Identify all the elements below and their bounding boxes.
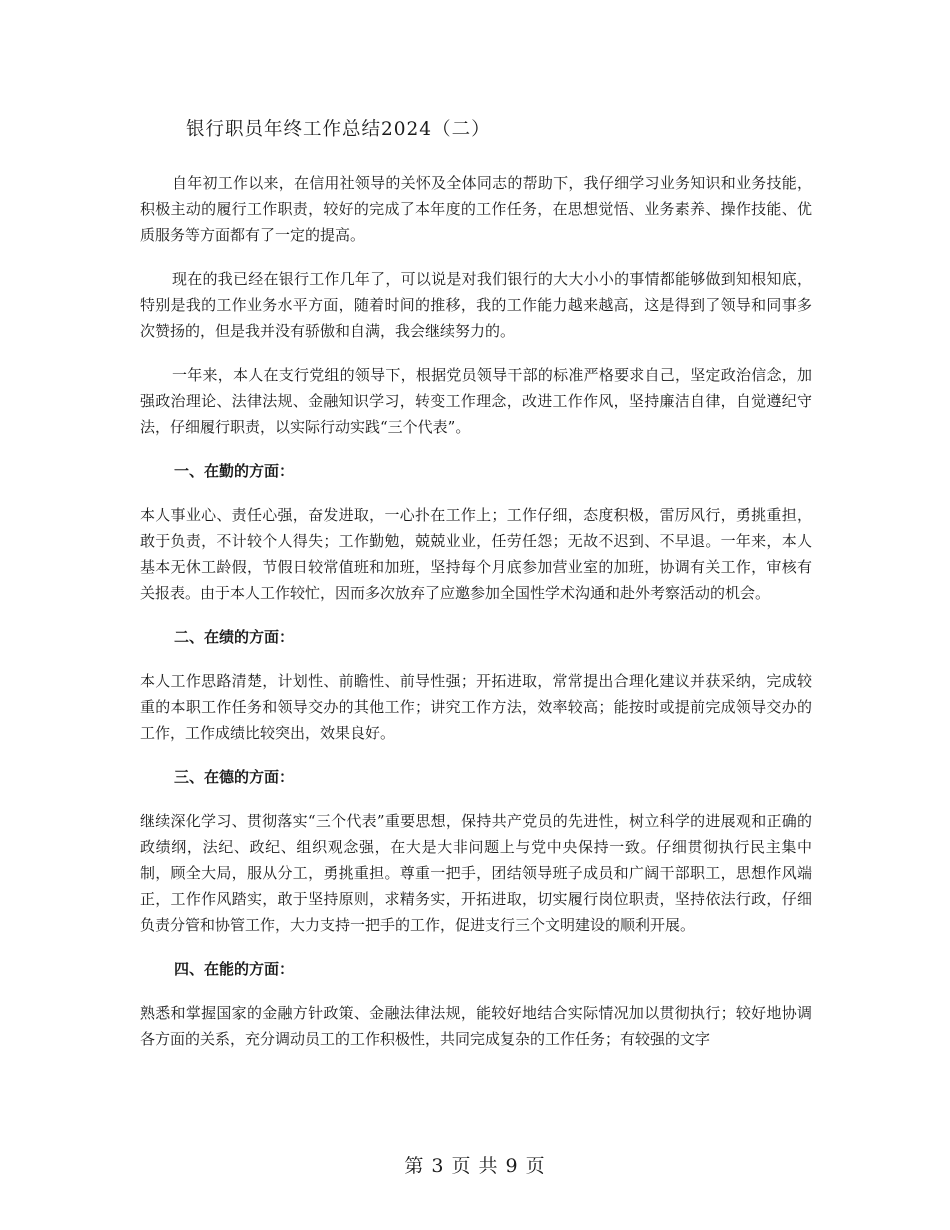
section-body-performance: 本人工作思路清楚，计划性、前瞻性、前导性强；开拓进取，常常提出合理化建议并获采纳，完成较重的本职工作任务和领导交办的其他工作；讲究工作方法，效率较高；能按时或提前完成领导交办的工作，工作成绩比较突出，效果良好。	[140, 672, 812, 742]
section-body-ability: 熟悉和掌握国家的金融方针政策、金融法律法规，能较好地结合实际情况加以贯彻执行；较好地协调各方面的关系，充分调动员工的工作积极性，共同完成复杂的工作任务；有较强的文字	[140, 1004, 812, 1048]
intro-paragraph-2: 现在的我已经在银行工作几年了，可以说是对我们银行的大大小小的事情都能够做到知根知底，特别是我的工作业务水平方面，随着时间的推移，我的工作能力越来越高，这是得到了领导和同事多次赞扬的，但是我并没有骄傲和自满，我会继续努力的。	[140, 270, 812, 340]
section-heading-diligence: 一、在勤的方面：	[174, 462, 295, 480]
intro-paragraph-3: 一年来，本人在支行党组的领导下，根据党员领导干部的标准严格要求自己，坚定政治信念，加强政治理论、法律法规、金融知识学习，转变工作理念，改进工作作风，坚持廉洁自律，自觉遵纪守法，仔细履行职责，以实际行动实践“三个代表”。	[140, 366, 812, 436]
section-heading-performance: 二、在绩的方面：	[174, 628, 295, 646]
document-title: 银行职员年终工作总结2024（二）	[186, 119, 491, 140]
section-heading-morality: 三、在德的方面：	[174, 768, 295, 786]
section-heading-ability: 四、在能的方面：	[174, 960, 295, 978]
intro-paragraph-1: 自年初工作以来，在信用社领导的关怀及全体同志的帮助下，我仔细学习业务知识和业务技能，积极主动的履行工作职责，较好的完成了本年度的工作任务，在思想觉悟、业务素养、操作技能、优质服务等方面都有了一定的提高。	[140, 174, 812, 244]
section-body-diligence: 本人事业心、责任心强，奋发进取，一心扑在工作上；工作仔细，态度积极，雷厉风行，勇挑重担，敢于负责，不计较个人得失；工作勤勉，兢兢业业，任劳任怨；无故不迟到、不早退。一年来，本人基本无休工龄假，节假日较常值班和加班，坚持每个月底参加营业室的加班，协调有关工作，审核有关报表。由于本人工作较忙，因而多次放弃了应邀参加全国性学术沟通和赴外考察活动的机会。	[140, 506, 812, 602]
page-number-footer: 第 3 页 共 9 页	[404, 1155, 546, 1177]
section-body-morality: 继续深化学习、贯彻落实“三个代表”重要思想，保持共产党员的先进性，树立科学的进展观和正确的政绩纲，法纪、政纪、组织观念强，在大是大非问题上与党中央保持一致。仔细贯彻执行民主集中制，顾全大局，服从分工，勇挑重担。尊重一把手，团结领导班子成员和广阔干部职工，思想作风端正，工作作风踏实，敢于坚持原则，求精务实，开拓进取，切实履行岗位职责，坚持依法行政，仔细负责分管和协管工作，大力支持一把手的工作，促进支行三个文明建设的顺利开展。	[140, 812, 812, 934]
document-body	[140, 170, 812, 1070]
